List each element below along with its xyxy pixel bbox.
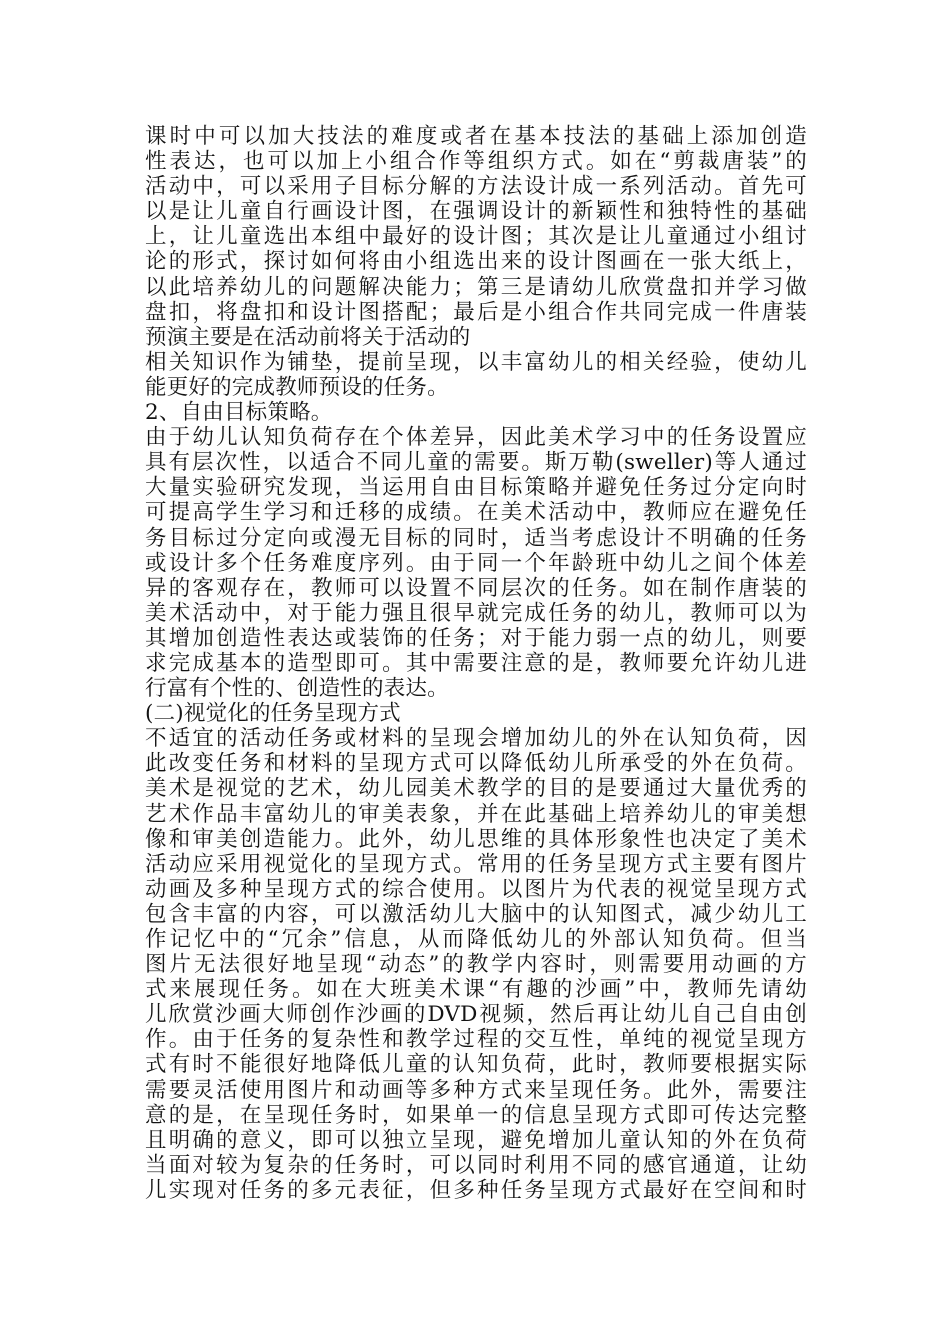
text-line: 论的形式，探讨如何将由小组选出来的设计图画在一张大纸上， (145, 249, 807, 275)
text-line: (二)视觉化的任务呈现方式 (145, 701, 401, 727)
text-line: 能更好的完成教师预设的任务。 (145, 374, 449, 400)
text-line: 上，让儿童选出本组中最好的设计图；其次是让儿童通过小组讨 (145, 224, 807, 250)
text-line: 作记忆中的“冗余”信息，从而降低幼儿的外部认知负荷。但当 (145, 927, 807, 952)
text-line: 可提高学生学习和迁移的成绩。在美术活动中，教师应在避免任 (145, 500, 807, 526)
text-line: 此改变任务和材料的呈现方式可以降低幼儿所承受的外在负荷。 (145, 751, 807, 777)
text-line: 求完成基本的造型即可。其中需要注意的是，教师要允许幼儿进 (145, 650, 807, 676)
text-line: 包含丰富的内容，可以激活幼儿大脑中的认知图式，减少幼儿工 (145, 901, 807, 927)
text-line: 务目标过分定向或漫无目标的同时，适当考虑设计不明确的任务 (145, 525, 807, 551)
text-line: 行富有个性的、创造性的表达。 (145, 676, 449, 702)
text-line: 儿实现对任务的多元表征，但多种任务呈现方式最好在空间和时 (145, 1177, 807, 1203)
text-line: 式有时不能很好地降低儿童的认知负荷，此时，教师要根据实际 (145, 1052, 807, 1078)
text-line: 盘扣，将盘扣和设计图搭配；最后是小组合作共同完成一件唐装 (145, 299, 807, 325)
text-line: 以是让儿童自行画设计图，在强调设计的新颖性和独特性的基础 (145, 199, 807, 225)
text-line: 具有层次性，以适合不同儿童的需要。斯万勒(sweller)等人通过 (145, 450, 807, 476)
text-line: 式来展现任务。如在大班美术课“有趣的沙画”中，教师先请幼 (145, 977, 807, 1003)
text-line: 且明确的意义，即可以独立呈现，避免增加儿童认知的外在负荷 (145, 1127, 807, 1153)
text-line: 美术是视觉的艺术，幼儿园美术教学的目的是要通过大量优秀的 (145, 776, 807, 802)
text-line: 美术活动中，对于能力强且很早就完成任务的幼儿，教师可以为 (145, 600, 807, 626)
text-line: 课时中可以加大技法的难度或者在基本技法的基础上添加创造 (145, 124, 807, 149)
text-line: 动画及多种呈现方式的综合使用。以图片为代表的视觉呈现方式 (145, 876, 807, 902)
text-line: 以此培养幼儿的问题解决能力；第三是请幼儿欣赏盘扣并学习做 (145, 274, 807, 300)
text-line: 或设计多个任务难度序列。由于同一个年龄班中幼儿之间个体差 (145, 550, 807, 576)
body-text (145, 124, 807, 1203)
text-line: 像和审美创造能力。此外，幼儿思维的具体形象性也决定了美术 (145, 826, 807, 852)
text-line: 儿欣赏沙画大师创作沙画的DVD视频，然后再让幼儿自己自由创 (145, 1002, 807, 1028)
text-line: 意的是，在呈现任务时，如果单一的信息呈现方式即可传达完整 (145, 1102, 807, 1128)
text-line: 艺术作品丰富幼儿的审美表象，并在此基础上培养幼儿的审美想 (145, 801, 807, 827)
text-line: 2、自由目标策略。 (145, 400, 333, 426)
text-line: 相关知识作为铺垫，提前呈现，以丰富幼儿的相关经验，使幼儿 (145, 349, 807, 375)
text-line: 不适宜的活动任务或材料的呈现会增加幼儿的外在认知负荷，因 (145, 726, 807, 752)
text-line: 预演主要是在活动前将关于活动的 (145, 324, 471, 350)
text-line: 当面对较为复杂的任务时，可以同时利用不同的感官通道，让幼 (145, 1152, 807, 1178)
text-line: 活动应采用视觉化的呈现方式。常用的任务呈现方式主要有图片 (145, 851, 807, 877)
text-line: 由于幼儿认知负荷存在个体差异，因此美术学习中的任务设置应 (145, 425, 807, 451)
text-line: 需要灵活使用图片和动画等多种方式来呈现任务。此外，需要注 (145, 1077, 807, 1103)
text-line: 其增加创造性表达或装饰的任务；对于能力弱一点的幼儿，则要 (145, 625, 807, 651)
text-line: 性表达，也可以加上小组合作等组织方式。如在“剪裁唐装”的 (145, 149, 807, 175)
text-line: 大量实验研究发现，当运用自由目标策略并避免任务过分定向时 (145, 475, 807, 501)
text-line: 活动中，可以采用子目标分解的方法设计成一系列活动。首先可 (145, 174, 807, 200)
text-line: 异的客观存在，教师可以设置不同层次的任务。如在制作唐装的 (145, 575, 807, 601)
text-line: 作。由于任务的复杂性和教学过程的交互性，单纯的视觉呈现方 (145, 1027, 807, 1053)
text-line: 图片无法很好地呈现“动态”的教学内容时，则需要用动画的方 (145, 952, 807, 978)
